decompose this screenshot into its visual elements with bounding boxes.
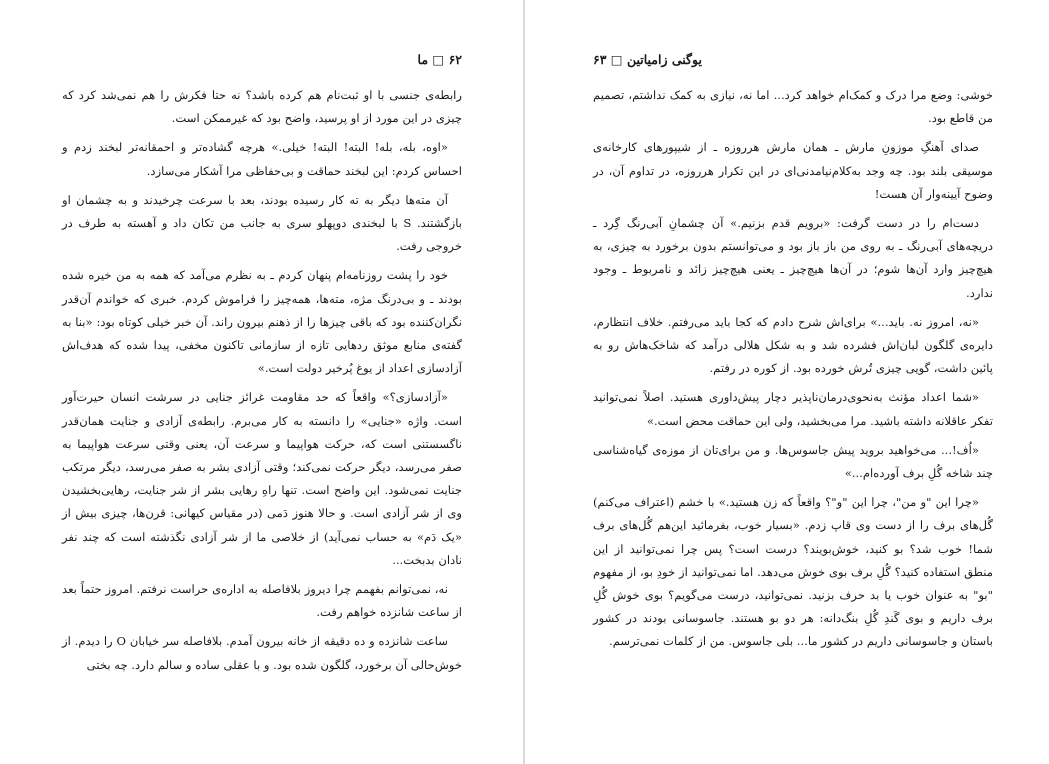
paragraph: خود را پشت روزنامه‌ام پنهان کردم ـ به نظرم می‌آمد که همه به من خیره شده بودند ـ و بی‌درنگ مژه، مته‌ها، همه‌چیز را فراموش کردم. خبری که خواندم آن‌قدر نگران‌کننده بود که باقی چیزها را از ذهنم بیرون راند. آن خبر خیلی کوتاه بود: «بنا به گفته‌ی منابع موثق ردهایی تازه از سازمانی تاکنون مخفی، پیدا شده که هدف‌اش آزادسازی اعداد از یوغ پُرخیر دولت است.» <box>62 268 462 376</box>
paragraph: «نه، امروز نه. باید...» برای‌اش شرح دادم که کجا باید می‌رفتم. خلاف انتظارم، دایره‌ی گلگون لبان‌اش فشرده شد و به شکل هلالی درآمد که شاخک‌هاش رو به پائین داشت، گویی چیزی تُرش خورده بود. از کوره در رفتم. <box>593 314 993 376</box>
paragraph: «شما اعداد مؤنث به‌نحوی‌درمان‌ناپذیر دچار پیش‌داوری هستید. اصلاً نمی‌توانید تفکر عاقلانه داشته باشید. مرا می‌بخشید، ولی این حماقت محض است.» <box>593 390 993 428</box>
page-body-left <box>62 84 462 677</box>
paragraph: نه، نمی‌توانم بفهمم چرا دیروز بلافاصله به اداره‌ی حراست نرفتم. امروز حتماً بعد از ساعت شانزده خواهم رفت. <box>62 582 462 620</box>
page-body-right <box>593 84 993 654</box>
page-header-right: یوگنی زامیاتین □ ۶۳ <box>593 52 702 67</box>
paragraph: «اُف!... می‌خواهید بروید پیش جاسوس‌ها. و من برای‌تان از موزه‌ی گیاه‌شناسی چند شاخه گُلِ برف آورده‌ام...» <box>593 442 993 481</box>
paragraph: ساعت شانزده و ده دقیقه از خانه بیرون آمدم. بلافاصله سر خیابان O را دیدم. از خوش‌حالی آن برخورد، گلگون شده بود. و با عقلی ساده و سالم دارد. چه بختی <box>62 634 462 672</box>
paragraph: «اوه، بله، بله! البته! البته! خیلی.» هرچه گشاده‌تر و احمقانه‌تر لبخند زدم و احساس کردم: این لبخند حماقت و بی‌حفاظی مرا آشکار می‌سازد. <box>62 140 462 178</box>
paragraph: صدای آهنگِ موزونِ مارش ـ همان مارش هرروزه ـ از شیپورهای کارخانه‌ی موسیقی بلند بود. چه وجد به‌کلام‌نیامدنی‌ای در این تکرار هرروزه، در تداوم آن، در وضوح آیینه‌وار آن هست! <box>593 140 993 201</box>
paragraph: «آزادسازی؟» واقعاً که حد مقاومت غرائز جنایی در سرشت انسان حیرت‌آور است. واژه «جنایی» را دانسته به کار می‌برم. رابطه‌ی آزادی و جنایت همان‌قدر ناگسستنی است که، حرکت هواپیما و سرعت آن، یعنی وقتی سرعت هواپیما به صفر می‌رسد، دیگر حرکت نمی‌کند؛ وقتی آزادی بشر به صفر می‌رسد، دیگر مرتکب جنایت نمی‌شود. این واضح است. تنها راهِ رهایی بشر از شر جنایت، رهایی‌بخشیدن وی از شر آزادی است. و حالا هنوز دَمی (در مقیاس کیهانی: قرن‌ها، چیزی بیش از «یک دَم» به حساب نمی‌آید) از خلاصی ما از شر آزادی نگذشته است که چند نفر نادان بدبخت... <box>62 390 462 567</box>
left-page <box>0 0 524 764</box>
paragraph: آن مته‌ها دیگر به ته کار رسیده بودند، بعد با سرعت چرخیدند و به چشمان او بازگشتند. S با لبخندی دوپهلو سری به جانب من تکان داد و آهسته به طرف در خروجی رفت. <box>62 192 462 254</box>
paragraph: رابطه‌ی جنسی با او ثبت‌نام هم کرده باشد؟ نه حتا فکرش را هم نمی‌شد کرد که چیزی در این مورد از او پرسید، واضح بود که غیرممکن است. <box>62 88 462 126</box>
page-header-left: ۶۲ □ ما <box>417 52 462 67</box>
paragraph: خوشی: وضع مرا درک و کمک‌ام خواهد کرد... اما نه، نیازی به کمک نداشتم، تصمیم من قاطع بود. <box>593 88 993 126</box>
right-page <box>525 0 1049 764</box>
paragraph: دست‌ام را در دست گرفت: «برویم قدم بزنیم.» آن چشمانِ آبی‌رنگ گِرد ـ دریچه‌های آبی‌رنگ ـ به روی من باز باز بود و می‌توانستم بدون برخورد به چیزی، به هیچ‌چیز وارد آن‌ها شوم؛ در آن‌ها هیچ‌چیز ـ یعنی هیچ‌چیز زائد و نامربوط ـ وجود ندارد. <box>593 216 993 300</box>
paragraph: «چرا این "و من"، چرا این "و"؟ واقعاً که زن هستید.» با خشم (اعتراف می‌کنم) گُل‌های برف را از دست وی قاپ زدم. «بسیار خوب، بفرمائید این‌هم گُل‌های برف شما! خوب شد؟ بو کنید، خوش‌بویند؟ درست است؟ پس چرا نمی‌توانید از این منطق استفاده کنید؟ گُلِ برف بوی خوش می‌دهد. اما نمی‌توانید از خودِ بو، از مفهوم "بو" به عنوان خوب یا بد حرف بزنید. نمی‌توانید، درست می‌گویم؟ بوی خوش گُلِ برف داریم و بوی گَندِ گُلِ بنگ‌دانه: هر دو بو هستند. جاسوسانی بودند در کشور باستان و جاسوسانی داریم در کشور ما... بلی جاسوس. من از کلمات نمی‌ترسم. <box>593 495 993 649</box>
